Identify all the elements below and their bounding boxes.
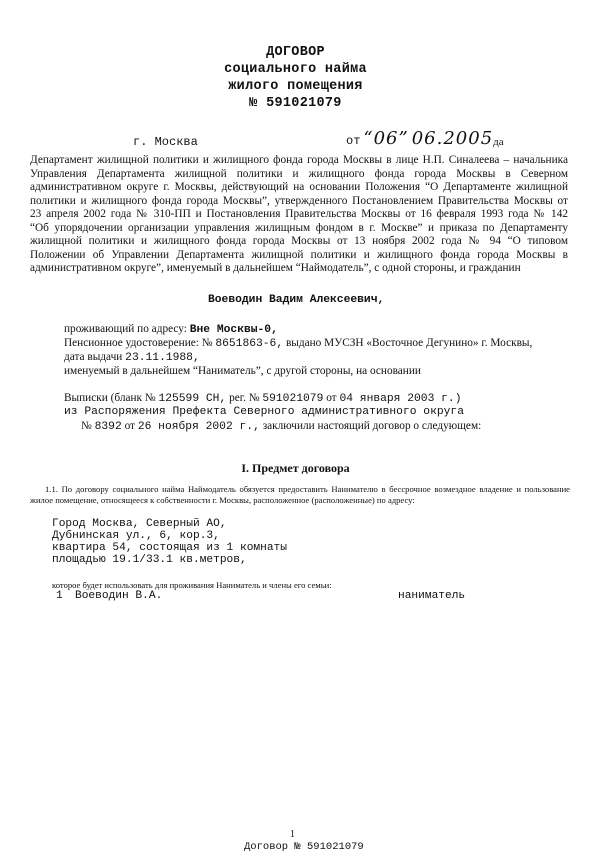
extract-line-1 [64, 392, 461, 405]
family-member-number: 1 [56, 590, 63, 602]
date-day: “06” [363, 128, 409, 149]
intro-line: “Об упорядочении организации управления жилищным фондом в г. Москве” и приказа по Департаменту [30, 221, 568, 234]
property-address-line: Город Москва, Северный АО, [52, 518, 227, 530]
order-date: 26 ноября 2002 г., [137, 421, 260, 433]
property-address-line: Дубнинская ул., 6, кор.3, [52, 530, 220, 542]
family-member-name: Воеводин В.А. [75, 590, 163, 602]
title-line-1: ДОГОВОР [266, 45, 325, 60]
title-line-3: жилого помещения [228, 79, 363, 94]
section-title: I. Предмет договора [241, 461, 350, 475]
extract-label: Выписки (бланк № [64, 392, 156, 404]
issue-date-value: 23.11.1988, [125, 352, 200, 364]
pension-number: 8651863-6, [215, 338, 284, 350]
date-year: 2005 [443, 128, 494, 149]
property-address-line: квартира 54, состоящая из 1 комнаты [52, 542, 287, 554]
title-line-2: социального найма [224, 62, 367, 77]
order-number: 8392 [94, 421, 122, 433]
intro-line: Департамент жилищной политики и жилищного фонда города Москвы в лице Н.П. Синалеева – начальника [30, 154, 568, 166]
document-title [0, 44, 591, 112]
contract-date [346, 128, 504, 149]
city: г. Москва [133, 135, 198, 149]
intro-line: Положении об Управлении Департамента жилищной политики и жилищного фонда города Москвы в [30, 248, 568, 261]
extract-date: 04 января 2003 г.) [339, 393, 462, 405]
family-member-role: наниматель [398, 590, 466, 602]
pension-label: Пенсионное удостоверение: № [64, 337, 213, 349]
intro-line: жилищной политики и жилищного фонда города Москвы от 13 ноября 2002 года № 94 “О типовом [30, 235, 568, 247]
intro-line: административном округе”, именуемый в дальнейшем “Наймодатель”, с одной стороны, и гражданин [30, 262, 521, 274]
tenant-address [64, 323, 278, 336]
address-value: Вне Москвы-0, [189, 324, 278, 336]
clause-1-1 [30, 484, 570, 505]
property-address-line: площадью 19.1/33.1 кв.метров, [52, 554, 247, 566]
intro-line: политики и жилищного фонда города Москвы”, утвержденного Постановлением Правительства Москвы от [30, 194, 568, 207]
clause-1-1-line-1: 1.1. По договору социального найма Наймодатель обязуется предоставить Нанимателю в бессрочное возмездное владение и пользование [45, 484, 570, 494]
extract-from-label: от [326, 392, 337, 404]
date-year-suffix: да [493, 136, 504, 148]
contract-number: № 591021079 [249, 96, 342, 111]
footer-contract-number: Договор № 591021079 [244, 841, 364, 853]
intro-line: 23 апреля 2002 года № 310-ПП и Постановления Правительства Москвы от 16 февраля 1993 года № 142 [30, 208, 568, 220]
date-prefix: от [346, 134, 361, 148]
extract-line-3 [81, 420, 481, 433]
issue-date [64, 351, 200, 364]
issue-date-label: дата выдачи [64, 351, 123, 363]
clause-1-1-line-2: жилое помещение, относящееся к собственности г. Москвы, расположенное (расположенные) по адресу: [30, 494, 415, 505]
intro-line: административном округе г. Москвы, действующий на основании Положения “О Департаменте жилищной [30, 181, 568, 193]
extract-blank-number: 125599 СН, [158, 393, 227, 405]
extract-reg-number: 591021079 [262, 393, 324, 405]
tenant-name: Воеводин Вадим Алексеевич, [208, 294, 385, 306]
pension-issuer: выдано МУСЗН «Восточное Дегунино» г. Москвы, [285, 337, 533, 349]
intro-line: Управления Департамента жилищной политики и жилищного фонда города Москвы в Северном [30, 167, 568, 180]
order-number-label: № [81, 420, 92, 432]
pension-certificate [64, 337, 532, 350]
tenant-designation: именуемый в дальнейшем “Наниматель”, с другой стороны, на основании [64, 365, 421, 377]
extract-reg-label: рег. № [229, 392, 260, 404]
order-from-label: от [124, 420, 135, 432]
extract-line-2: из Распоряжения Префекта Северного административного округа [64, 406, 464, 418]
address-label: проживающий по адресу: [64, 323, 187, 335]
family-intro: которое будет использовать для проживания Наниматель и члены его семьи: [52, 580, 332, 590]
intro-paragraph [30, 154, 568, 276]
extract-closing-text: заключили настоящий договор о следующем: [262, 420, 482, 432]
page-number: 1 [290, 829, 295, 840]
date-month: 06. [411, 128, 444, 149]
